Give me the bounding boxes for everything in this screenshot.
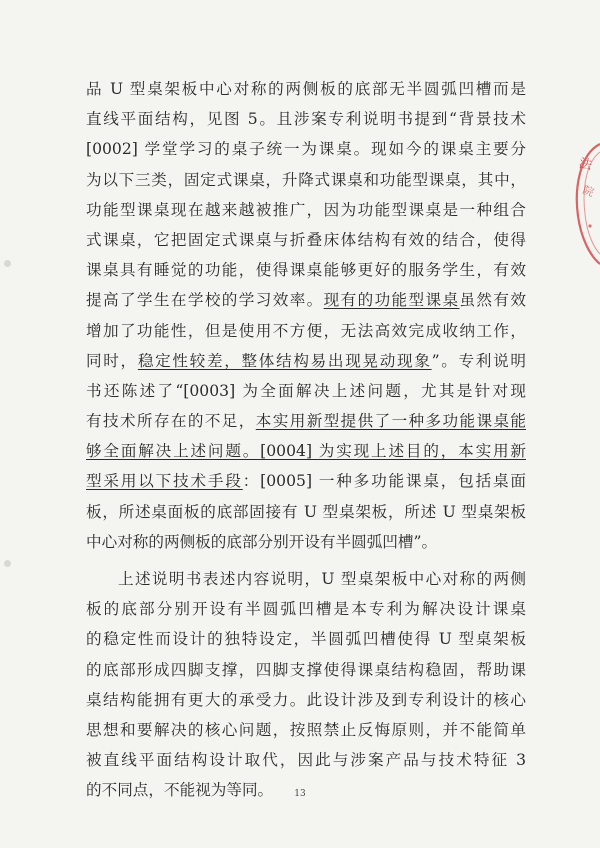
text-line: 品 U 型桌架板中心对称的两侧板的底部无半圆弧凹槽而是: [86, 80, 526, 98]
text-line: [86, 406, 526, 436]
text-line: [86, 466, 526, 496]
text-line: [86, 285, 526, 315]
text-segment: 同时，: [86, 351, 138, 370]
text-line: 直线平面结构，见图 5。且涉案专利说明书提到“背景技术: [86, 110, 526, 129]
underlined-text: 稳定性较差，整体结构易出现晃动现象: [137, 351, 432, 370]
body-text: [86, 74, 526, 806]
text-line: 思想和要解决的核心问题，按照禁止反悔原则，并不能简单: [86, 720, 526, 739]
text-line: 的稳定性而设计的独特设定，半圆弧凹槽使得 U 型桌架板: [86, 630, 526, 649]
svg-text:法: 法: [577, 156, 594, 174]
paragraph-2: [86, 564, 526, 806]
text-line: 书还陈述了“[0003] 为全面解决上述问题，尤其是针对现: [86, 381, 526, 400]
text-segment: 有技术所存在的不足，: [86, 412, 256, 431]
text-line: 板，所述桌面板的底部固接有 U 型桌架板，所述 U 型桌架板: [86, 502, 526, 521]
text-line: 的底部形成四脚支撑，四脚支撑使得课桌结构稳固，帮助课: [86, 660, 526, 679]
court-seal-fragment: [570, 138, 600, 268]
text-line: 桌结构能拥有更大的承受力。此设计涉及到专利设计的核心: [86, 690, 526, 709]
text-line: 为以下三类，固定式课桌，升降式课桌和功能型课桌，其中，: [86, 170, 526, 189]
text-line: 被直线平面结构设计取代，因此与涉案产品与技术特征 3: [86, 751, 526, 770]
text-segment: 虽然有效: [459, 291, 526, 310]
underlined-text: 本实用新型提供了一种多功能课桌能: [255, 412, 526, 431]
text-segment: ：[0005] 一种多功能课桌，包括桌面: [242, 472, 526, 491]
underlined-text-line: 够全面解决上述问题。[0004] 为实现上述目的，本实用新: [86, 442, 526, 461]
underlined-text: 型采用以下技术手段: [86, 472, 243, 491]
text-line: 功能型课桌现在越来越被推广，因为功能型课桌是一种组合: [86, 200, 526, 219]
text-line: 板的底部分别开设有半圆弧凹槽是本专利为解决设计课桌: [86, 600, 526, 619]
page-number: 13: [294, 789, 306, 799]
text-segment: ”。专利说明: [431, 351, 526, 370]
binding-hole: [4, 260, 11, 267]
text-line: 课桌具有睡觉的功能，使得课桌能够更好的服务学生，有效: [86, 261, 526, 280]
text-line: [0002] 学堂学习的桌子统一为课桌。现如今的课桌主要分: [86, 140, 526, 159]
underlined-text: 现有的功能型课桌: [323, 291, 460, 310]
text-segment: 提高了学生在学校的学习效率。: [86, 291, 324, 310]
text-line: 式课桌，它把固定式课桌与折叠床体结构有效的结合，使得: [86, 230, 526, 249]
paragraph-1: [86, 74, 526, 557]
svg-text:院: 院: [580, 183, 596, 200]
text-line: 上述说明书表述内容说明，U 型桌架板中心对称的两侧: [118, 570, 526, 588]
text-line: 中心对称的两侧板的底部分别开设有半圆弧凹槽”。: [86, 532, 438, 551]
text-line: 增加了功能性，但是使用不方便，无法高效完成收纳工作，: [86, 321, 526, 340]
binding-hole: [4, 560, 11, 567]
text-line: 的不同点，不能视为等同。: [86, 781, 274, 800]
text-line: [86, 346, 526, 376]
